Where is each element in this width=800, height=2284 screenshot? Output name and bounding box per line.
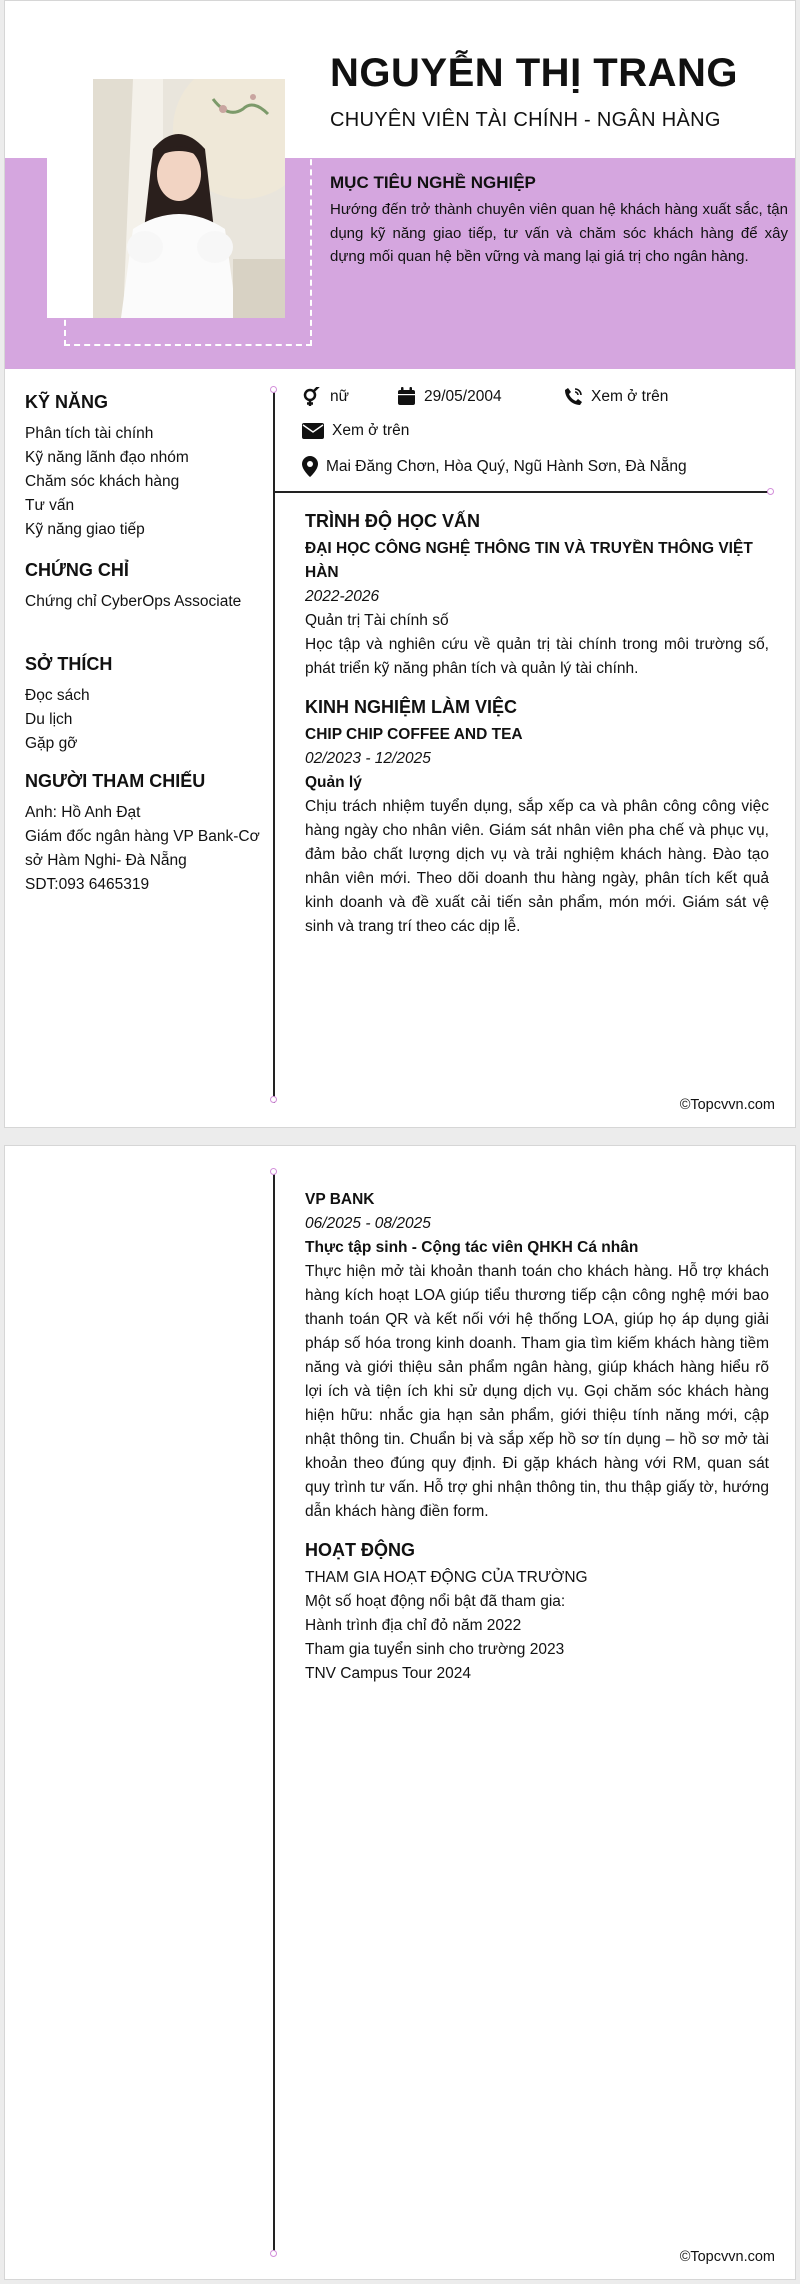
job-description: Thực hiện mở tài khoản thanh toán cho khách hàng. Hỗ trợ khách hàng kích hoạt LOA giúp tiểu thương tiếp cận công nghệ mới bao thanh toán QR và kết nối với hệ thống LOA, giúp họ áp dụng giải pháp số hóa trong kinh doanh. Tham gia tìm kiếm khách hàng tiềm năng và giới thiệu sản phẩm ngân hàng, giúp khách hàng hiểu rõ lợi ích và tiện ích khi sử dụng dịch vụ. Gọi chăm sóc khách hàng hiện hữu: nhắc gia hạn sản phẩm, giới thiệu tính năng mới, cập nhật thông tin. Chuẩn bị và sắp xếp hồ sơ tín dụng – hồ sơ mở tài khoản theo đúng quy định. Đi gặp khách hàng với RM, quan sát quy trình tư vấn. Hỗ trợ ghi nhận thông tin, thu thập giấy tờ, hướng dẫn khách hàng điền form. bbox=[305, 1263, 769, 1520]
phone-value: Xem ở trên bbox=[591, 387, 669, 405]
phone-icon bbox=[564, 387, 583, 406]
location-pin-icon bbox=[302, 456, 318, 477]
cv-page-1 bbox=[4, 0, 796, 1128]
certificates-title: CHỨNG CHỈ bbox=[25, 560, 129, 580]
education-major: Quản trị Tài chính số bbox=[305, 612, 449, 629]
email-value: Xem ở trên bbox=[332, 422, 410, 439]
address-value: Mai Đăng Chơn, Hòa Quý, Ngũ Hành Sơn, Đà Nẵng bbox=[326, 457, 687, 475]
hobby-item: Gặp gỡ bbox=[25, 735, 78, 752]
reference-line: Giám đốc ngân hàng VP Bank-Cơ sở Hàm Nghi- Đà Nẵng bbox=[25, 828, 260, 869]
divider-dot bbox=[767, 488, 774, 495]
activity-line: Tham gia tuyển sinh cho trường 2023 bbox=[305, 1641, 565, 1658]
gender-icon bbox=[302, 387, 322, 407]
activities-title: HOẠT ĐỘNG bbox=[305, 1540, 415, 1560]
job-position: Thực tập sinh - Cộng tác viên QHKH Cá nhân bbox=[305, 1239, 639, 1256]
job-company: CHIP CHIP COFFEE AND TEA bbox=[305, 726, 523, 743]
vertical-divider bbox=[273, 1173, 275, 2255]
education-description: Học tập và nghiên cứu về quản trị tài chính trong môi trường số, phát triển kỹ năng phân tích và quản lý tài chính. bbox=[305, 636, 769, 677]
gender-value: nữ bbox=[330, 388, 349, 405]
hobby-item: Đọc sách bbox=[25, 687, 90, 704]
education-school: ĐẠI HỌC CÔNG NGHỆ THÔNG TIN VÀ TRUYỀN THÔNG VIỆT HÀN bbox=[305, 540, 753, 581]
references-section bbox=[25, 769, 275, 897]
skill-item: Phân tích tài chính bbox=[25, 425, 154, 442]
objective-text: Hướng đến trở thành chuyên viên quan hệ khách hàng xuất sắc, tận dụng kỹ năng giao tiếp, tư vấn và chăm sóc khách hàng để xây dựng mối quan hệ bền vững và mang lại giá trị cho ngân hàng. bbox=[330, 201, 788, 265]
divider-dot bbox=[270, 1096, 277, 1103]
calendar-icon bbox=[397, 387, 416, 406]
certificate-item: Chứng chỉ CyberOps Associate bbox=[25, 593, 242, 610]
education-title: TRÌNH ĐỘ HỌC VẤN bbox=[305, 511, 480, 531]
divider-dot bbox=[270, 1168, 277, 1175]
experience-continued bbox=[305, 1188, 769, 1686]
watermark: ©Topcvvn.com bbox=[679, 2249, 775, 2265]
profile-photo bbox=[93, 79, 285, 318]
birthday-info bbox=[397, 387, 502, 406]
watermark: ©Topcvvn.com bbox=[679, 1097, 775, 1113]
objective-section bbox=[330, 173, 788, 269]
activity-line: Một số hoạt động nổi bật đã tham gia: bbox=[305, 1593, 566, 1610]
hobbies-title: SỞ THÍCH bbox=[25, 654, 113, 674]
skill-item: Chăm sóc khách hàng bbox=[25, 473, 180, 490]
skills-section bbox=[25, 390, 275, 542]
references-title: NGƯỜI THAM CHIẾU bbox=[25, 771, 206, 791]
gender-info bbox=[302, 387, 349, 407]
objective-title: MỤC TIÊU NGHỀ NGHIỆP bbox=[330, 173, 536, 192]
skills-title: KỸ NĂNG bbox=[25, 392, 109, 412]
activity-line: THAM GIA HOẠT ĐỘNG CỦA TRƯỜNG bbox=[305, 1569, 588, 1586]
education-period: 2022-2026 bbox=[305, 588, 380, 605]
hobbies-section bbox=[25, 652, 275, 756]
candidate-name: NGUYỄN THỊ TRANG bbox=[330, 51, 738, 95]
candidate-role: CHUYÊN VIÊN TÀI CHÍNH - NGÂN HÀNG bbox=[330, 109, 721, 131]
skill-item: Kỹ năng lãnh đạo nhóm bbox=[25, 449, 189, 466]
horizontal-divider bbox=[275, 491, 771, 493]
vertical-divider bbox=[273, 391, 275, 1103]
divider-dot bbox=[270, 386, 277, 393]
certificates-section bbox=[25, 558, 275, 614]
skill-item: Tư vấn bbox=[25, 497, 75, 514]
cv-page-2 bbox=[4, 1145, 796, 2280]
job-position: Quản lý bbox=[305, 774, 362, 791]
hobby-item: Du lịch bbox=[25, 711, 73, 728]
email-icon bbox=[302, 422, 324, 440]
education-section bbox=[305, 509, 769, 939]
phone-info bbox=[564, 387, 668, 406]
activity-line: TNV Campus Tour 2024 bbox=[305, 1665, 471, 1682]
job-period: 06/2025 - 08/2025 bbox=[305, 1215, 431, 1232]
email-info bbox=[302, 422, 409, 440]
reference-line: SDT:093 6465319 bbox=[25, 876, 150, 893]
photo-white-block bbox=[47, 61, 95, 318]
job-description: Chịu trách nhiệm tuyển dụng, sắp xếp ca và phân công công việc hàng ngày cho nhân viên. Giám sát nhân viên pha chế và phục vụ, đảm bảo chất lượng dịch vụ và trải nghiệm khách hàng. Đào tạo nhân viên mới. Theo dõi doanh thu hàng ngày, phân tích kết quả kinh doanh và đề xuất cải tiến sản phẩm, món mới. Giám sát vệ sinh và trang trí theo các dịp lễ. bbox=[305, 798, 769, 935]
job-company: VP BANK bbox=[305, 1191, 375, 1208]
skill-item: Kỹ năng giao tiếp bbox=[25, 521, 145, 538]
birthday-value: 29/05/2004 bbox=[424, 387, 502, 405]
address-info bbox=[302, 456, 687, 477]
divider-dot bbox=[270, 2250, 277, 2257]
job-period: 02/2023 - 12/2025 bbox=[305, 750, 431, 767]
experience-title: KINH NGHIỆM LÀM VIỆC bbox=[305, 697, 518, 717]
activity-line: Hành trình địa chỉ đỏ năm 2022 bbox=[305, 1617, 522, 1634]
reference-line: Anh: Hồ Anh Đạt bbox=[25, 804, 141, 821]
